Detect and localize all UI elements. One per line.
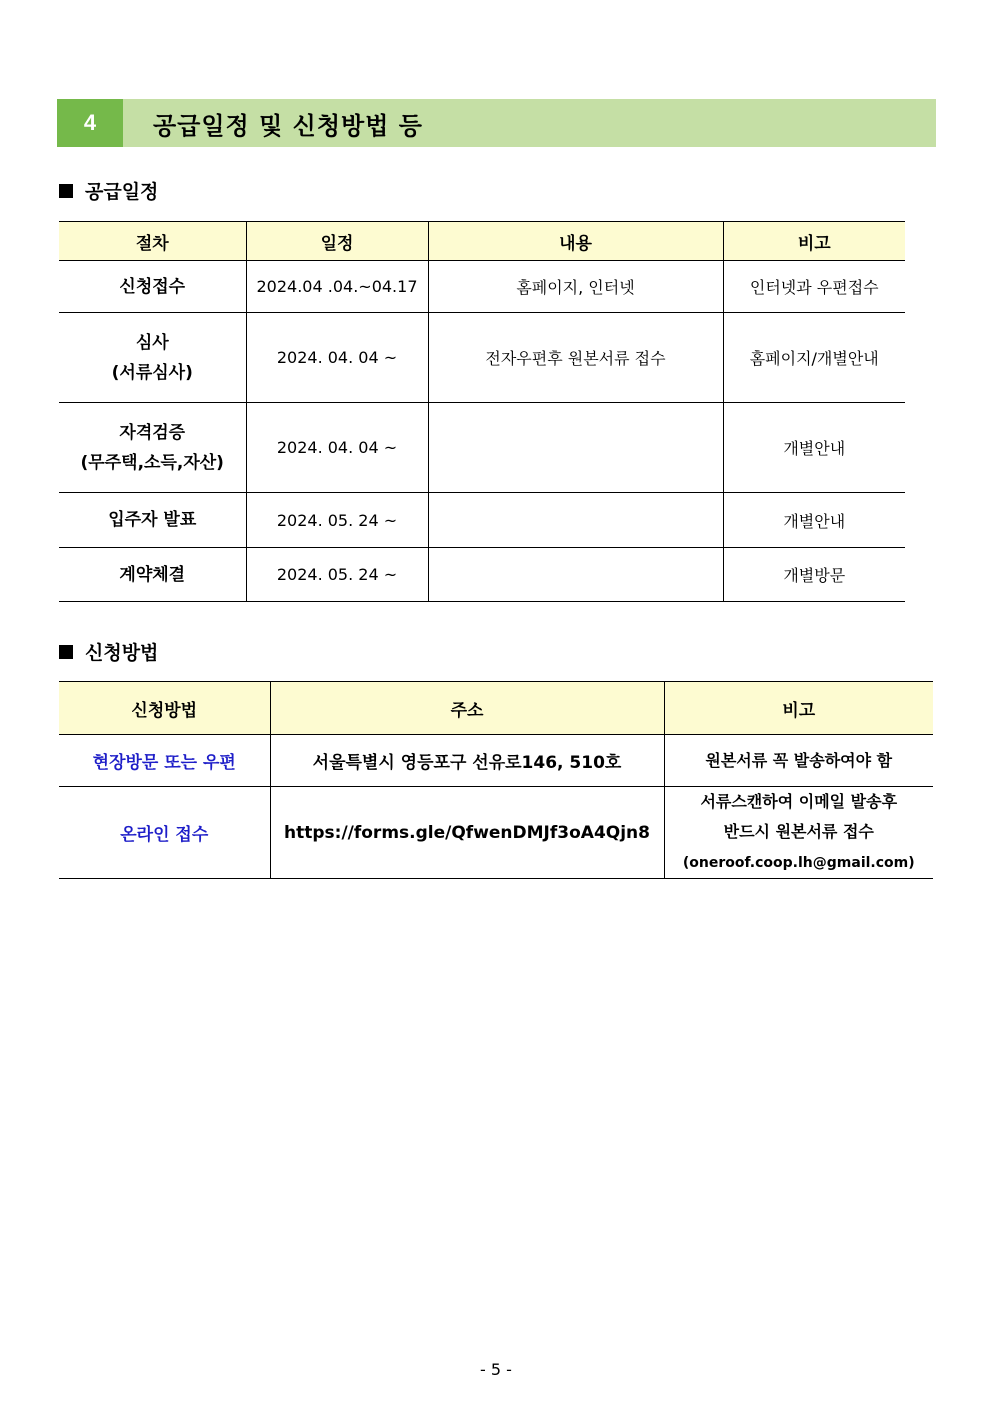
- content-cell: [428, 403, 723, 493]
- note-line: 서류스캔하여 이메일 발송후: [700, 792, 898, 811]
- schedule-heading: [59, 177, 158, 204]
- note-cell: 홈페이지/개별안내: [723, 313, 905, 403]
- content-cell: 홈페이지, 인터넷: [428, 261, 723, 313]
- method-cell: 온라인 접수: [59, 787, 270, 879]
- section-number: 4: [57, 99, 123, 147]
- schedule-table: [59, 221, 905, 602]
- table-header-row: [59, 222, 905, 261]
- table-row: [59, 735, 933, 787]
- note-line: 반드시 원본서류 접수: [723, 822, 874, 841]
- procedure-label: 입주자 발표: [108, 510, 197, 530]
- content-cell: [428, 493, 723, 548]
- section-header: [57, 99, 936, 147]
- method-cell: 현장방문 또는 우편: [59, 735, 270, 787]
- date-cell: 2024. 05. 24 ~: [246, 493, 428, 548]
- note-cell: 개별안내: [723, 403, 905, 493]
- column-header: 비고: [723, 222, 905, 261]
- content-cell: 전자우편후 원본서류 접수: [428, 313, 723, 403]
- schedule-heading-text: 공급일정: [85, 181, 159, 203]
- section-title: 공급일정 및 신청방법 등: [153, 111, 423, 140]
- procedure-cell: [59, 313, 246, 403]
- procedure-sublabel: (서류심사): [111, 362, 193, 383]
- column-header: 신청방법: [59, 682, 270, 735]
- date-cell: 2024.04 .04.~04.17: [246, 261, 428, 313]
- date-cell: 2024. 05. 24 ~: [246, 548, 428, 602]
- table-row: [59, 787, 933, 879]
- procedure-cell: [59, 548, 246, 602]
- content-cell: [428, 548, 723, 602]
- procedure-cell: [59, 403, 246, 493]
- column-header: 내용: [428, 222, 723, 261]
- method-heading: [59, 638, 158, 665]
- procedure-sublabel: (무주택,소득,자산): [80, 452, 224, 473]
- procedure-label: 신청접수: [119, 276, 186, 297]
- square-bullet-icon: [59, 645, 73, 659]
- table-row: [59, 313, 905, 403]
- procedure-cell: [59, 261, 246, 313]
- column-header: 비고: [664, 682, 933, 735]
- square-bullet-icon: [59, 184, 73, 198]
- note-line: 원본서류 꼭 발송하여야 함: [705, 750, 893, 770]
- column-header: 일정: [246, 222, 428, 261]
- method-heading-text: 신청방법: [85, 642, 159, 664]
- table-row: [59, 493, 905, 548]
- table-header-row: [59, 682, 933, 735]
- address-cell: 서울특별시 영등포구 선유로146, 510호: [270, 735, 664, 787]
- table-row: [59, 403, 905, 493]
- email-address: (oneroof.coop.lh@gmail.com): [682, 855, 915, 871]
- note-cell: [664, 787, 933, 879]
- online-form-link[interactable]: https://forms.gle/QfwenDMJf3oA4Qjn8: [270, 787, 664, 879]
- procedure-label: 심사: [135, 332, 169, 353]
- table-row: [59, 261, 905, 313]
- note-cell: 인터넷과 우편접수: [723, 261, 905, 313]
- method-table: [59, 681, 933, 879]
- procedure-label: 자격검증: [119, 422, 186, 443]
- note-cell: [664, 735, 933, 787]
- procedure-cell: [59, 493, 246, 548]
- date-cell: 2024. 04. 04 ~: [246, 313, 428, 403]
- procedure-label: 계약체결: [119, 564, 186, 585]
- table-row: [59, 548, 905, 602]
- page-number: - 5 -: [480, 1360, 512, 1379]
- note-cell: 개별방문: [723, 548, 905, 602]
- column-header: 주소: [270, 682, 664, 735]
- note-cell: 개별안내: [723, 493, 905, 548]
- column-header: 절차: [59, 222, 246, 261]
- date-cell: 2024. 04. 04 ~: [246, 403, 428, 493]
